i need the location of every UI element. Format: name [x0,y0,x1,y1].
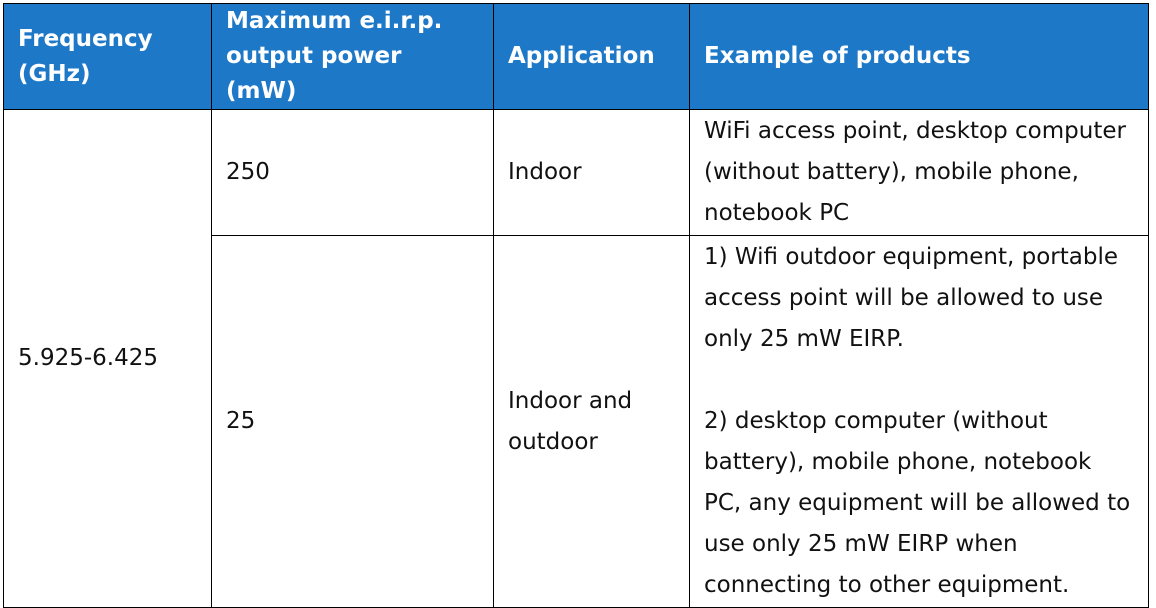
header-max-power: Maximum e.i.r.p. output power (mW) [212,4,494,110]
power-cell: 25 [212,236,494,608]
frequency-power-table [3,3,1149,608]
header-examples: Example of products [690,4,1149,110]
example-text: 1) Wifi outdoor equipment, portable access point will be allowed to use only 25 mW EIRP. [704,244,1118,352]
power-cell: 250 [212,110,494,236]
header-application: Application [494,4,690,110]
example-text: 2) desktop computer (without battery), mobile phone, notebook PC, any equipment will be allowed to use only 25 mW EIRP when connecting to other equipment. [704,408,1131,598]
table-row [4,110,1149,236]
table-header-row [4,4,1149,110]
header-frequency: Frequency (GHz) [4,4,212,110]
paragraph-spacer [704,360,1134,401]
examples-cell [690,110,1149,236]
example-text: WiFi access point, desktop computer (without battery), mobile phone, notebook PC [704,118,1126,226]
application-cell: Indoor and outdoor [494,236,690,608]
examples-cell [690,236,1149,608]
application-cell: Indoor [494,110,690,236]
frequency-cell: 5.925-6.425 [4,110,212,608]
